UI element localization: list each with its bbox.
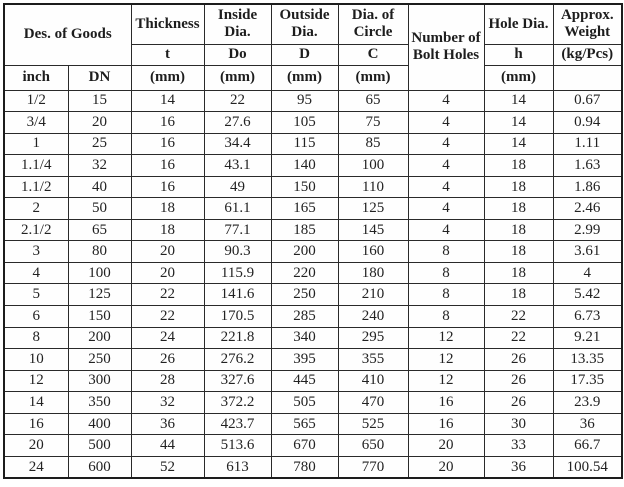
table-cell: 110 [338,176,408,198]
table-cell: 350 [68,392,131,414]
table-cell: 30 [484,413,553,435]
table-row [4,112,622,134]
table-cell: 340 [271,327,338,349]
table-cell: 180 [338,262,408,284]
table-cell: 16 [131,133,204,155]
header-unit-kg-pcs: (kg/Pcs) [553,44,622,65]
table-cell: 221.8 [204,327,271,349]
table-cell: 327.6 [204,370,271,392]
table-cell: 200 [271,241,338,263]
table-cell: 100.54 [553,456,622,478]
table-cell: 20 [131,241,204,263]
table-cell: 18 [484,219,553,241]
table-cell: 8 [408,241,484,263]
table-cell: 250 [68,349,131,371]
table-cell: 372.2 [204,392,271,414]
table-cell: 18 [484,262,553,284]
table-cell: 150 [68,305,131,327]
table-cell: 1.1/4 [4,155,68,177]
header-inside-dia: Inside Dia. [204,4,271,44]
table-cell: 395 [271,349,338,371]
table-cell: 2 [4,198,68,220]
table-cell: 423.7 [204,413,271,435]
table-cell: 33 [484,435,553,457]
header-unit-mm-outside-dia: (mm) [271,65,338,90]
table-cell: 670 [271,435,338,457]
table-row [4,198,622,220]
table-row [4,392,622,414]
header-outside-dia: Outside Dia. [271,4,338,44]
header-approx-weight: Approx. Weight [553,4,622,44]
table-row [4,133,622,155]
table-cell: 1.86 [553,176,622,198]
flange-spec-table [3,3,623,479]
table-cell: 285 [271,305,338,327]
table-row [4,90,622,112]
table-cell: 4 [408,198,484,220]
table-cell: 90.3 [204,241,271,263]
table-cell: 75 [338,112,408,134]
table-cell: 4 [408,176,484,198]
table-cell: 100 [338,155,408,177]
table-cell: 18 [484,176,553,198]
table-cell: 300 [68,370,131,392]
table-cell: 20 [68,112,131,134]
table-header [4,4,622,90]
table-cell: 250 [271,284,338,306]
table-cell: 28 [131,370,204,392]
table-cell: 8 [408,284,484,306]
table-row [4,370,622,392]
table-cell: 52 [131,456,204,478]
table-row [4,284,622,306]
table-cell: 80 [68,241,131,263]
table-cell: 36 [553,413,622,435]
table-cell: 16 [408,413,484,435]
table-cell: 44 [131,435,204,457]
table-cell: 16 [131,155,204,177]
table-cell: 17.35 [553,370,622,392]
table-cell: 14 [484,133,553,155]
table-cell: 20 [4,435,68,457]
table-cell: 18 [131,219,204,241]
table-cell: 77.1 [204,219,271,241]
table-row [4,262,622,284]
table-cell: 18 [484,241,553,263]
header-unit-dn: DN [68,65,131,90]
table-cell: 500 [68,435,131,457]
table-cell: 34.4 [204,133,271,155]
table-cell: 240 [338,305,408,327]
table-cell: 14 [131,90,204,112]
table-row [4,413,622,435]
table-cell: 6 [4,305,68,327]
table-cell: 36 [484,456,553,478]
table-cell: 10 [4,349,68,371]
table-cell: 26 [484,349,553,371]
table-cell: 210 [338,284,408,306]
table-cell: 220 [271,262,338,284]
table-cell: 22 [131,284,204,306]
table-cell: 140 [271,155,338,177]
table-cell: 65 [338,90,408,112]
table-cell: 4 [408,133,484,155]
table-cell: 4 [408,155,484,177]
table-cell: 770 [338,456,408,478]
table-cell: 24 [131,327,204,349]
table-cell: 26 [484,370,553,392]
table-cell: 22 [131,305,204,327]
table-cell: 410 [338,370,408,392]
table-row [4,155,622,177]
table-cell: 165 [271,198,338,220]
table-cell: 16 [4,413,68,435]
table-cell: 27.6 [204,112,271,134]
table-row [4,435,622,457]
table-cell: 18 [484,284,553,306]
table-cell: 650 [338,435,408,457]
table-cell: 14 [484,90,553,112]
table-cell: 50 [68,198,131,220]
table-cell: 525 [338,413,408,435]
table-cell: 18 [484,198,553,220]
table-row [4,305,622,327]
table-cell: 12 [4,370,68,392]
table-row [4,349,622,371]
header-unit-mm-thickness: (mm) [131,65,204,90]
table-cell: 95 [271,90,338,112]
table-cell: 15 [68,90,131,112]
table-cell: 8 [408,305,484,327]
header-unit-inch: inch [4,65,68,90]
header-number-of-bolt-holes: Number of Bolt Holes [408,4,484,90]
table-cell: 2.46 [553,198,622,220]
table-cell: 613 [204,456,271,478]
table-cell: 25 [68,133,131,155]
table-cell: 20 [408,435,484,457]
table-cell: 16 [131,176,204,198]
table-cell: 66.7 [553,435,622,457]
table-cell: 105 [271,112,338,134]
table-cell: 2.99 [553,219,622,241]
table-cell: 780 [271,456,338,478]
table-cell: 12 [408,327,484,349]
table-cell: 8 [4,327,68,349]
table-cell: 5.42 [553,284,622,306]
table-cell: 9.21 [553,327,622,349]
table-cell: 600 [68,456,131,478]
table-cell: 470 [338,392,408,414]
table-row [4,327,622,349]
table-cell: 18 [484,155,553,177]
header-unit-mm-inside-dia: (mm) [204,65,271,90]
header-symbol-c: C [338,44,408,65]
header-symbol-t: t [131,44,204,65]
table-cell: 40 [68,176,131,198]
table-cell: 18 [131,198,204,220]
table-cell: 2.1/2 [4,219,68,241]
table-cell: 100 [68,262,131,284]
table-cell: 1.63 [553,155,622,177]
table-row [4,219,622,241]
header-des-of-goods: Des. of Goods [4,4,131,65]
table-cell: 115 [271,133,338,155]
header-row-1 [4,4,622,44]
table-cell: 125 [68,284,131,306]
table-cell: 565 [271,413,338,435]
table-cell: 8 [408,262,484,284]
header-hole-dia: Hole Dia. [484,4,553,44]
table-cell: 3.61 [553,241,622,263]
table-cell: 295 [338,327,408,349]
table-cell: 3/4 [4,112,68,134]
header-dia-of-circle: Dia. of Circle [338,4,408,44]
table-cell: 170.5 [204,305,271,327]
table-cell: 400 [68,413,131,435]
table-cell: 12 [408,349,484,371]
table-cell: 32 [131,392,204,414]
table-cell: 5 [4,284,68,306]
table-cell: 36 [131,413,204,435]
table-cell: 24 [4,456,68,478]
table-cell: 65 [68,219,131,241]
table-row [4,241,622,263]
table-cell: 150 [271,176,338,198]
table-cell: 0.94 [553,112,622,134]
table-cell: 1.11 [553,133,622,155]
table-cell: 355 [338,349,408,371]
table-cell: 1/2 [4,90,68,112]
table-body [4,90,622,478]
table-cell: 505 [271,392,338,414]
table-row [4,176,622,198]
table-cell: 276.2 [204,349,271,371]
header-unit-empty [553,65,622,90]
table-cell: 445 [271,370,338,392]
table-cell: 20 [408,456,484,478]
table-cell: 4 [408,90,484,112]
table-cell: 49 [204,176,271,198]
table-cell: 200 [68,327,131,349]
header-symbol-d: D [271,44,338,65]
table-cell: 3 [4,241,68,263]
table-cell: 16 [131,112,204,134]
table-cell: 513.6 [204,435,271,457]
table-cell: 4 [553,262,622,284]
table-cell: 115.9 [204,262,271,284]
table-cell: 6.73 [553,305,622,327]
table-cell: 160 [338,241,408,263]
table-cell: 16 [408,392,484,414]
table-cell: 14 [4,392,68,414]
table-cell: 12 [408,370,484,392]
header-thickness: Thickness [131,4,204,44]
table-cell: 32 [68,155,131,177]
table-cell: 26 [131,349,204,371]
table-cell: 4 [408,112,484,134]
table-cell: 22 [484,305,553,327]
header-unit-mm-circle: (mm) [338,65,408,90]
table-cell: 22 [204,90,271,112]
table-cell: 85 [338,133,408,155]
table-cell: 0.67 [553,90,622,112]
header-symbol-h: h [484,44,553,65]
table-cell: 145 [338,219,408,241]
table-cell: 13.35 [553,349,622,371]
table-cell: 125 [338,198,408,220]
table-cell: 1 [4,133,68,155]
table-cell: 20 [131,262,204,284]
header-row-3 [4,65,622,90]
table-cell: 141.6 [204,284,271,306]
table-cell: 14 [484,112,553,134]
table-cell: 1.1/2 [4,176,68,198]
table-row [4,456,622,478]
table-cell: 185 [271,219,338,241]
table-cell: 61.1 [204,198,271,220]
table-cell: 4 [4,262,68,284]
table-cell: 4 [408,219,484,241]
table-cell: 22 [484,327,553,349]
header-symbol-do: Do [204,44,271,65]
table-cell: 26 [484,392,553,414]
table-cell: 43.1 [204,155,271,177]
header-unit-mm-hole-dia: (mm) [484,65,553,90]
table-cell: 23.9 [553,392,622,414]
